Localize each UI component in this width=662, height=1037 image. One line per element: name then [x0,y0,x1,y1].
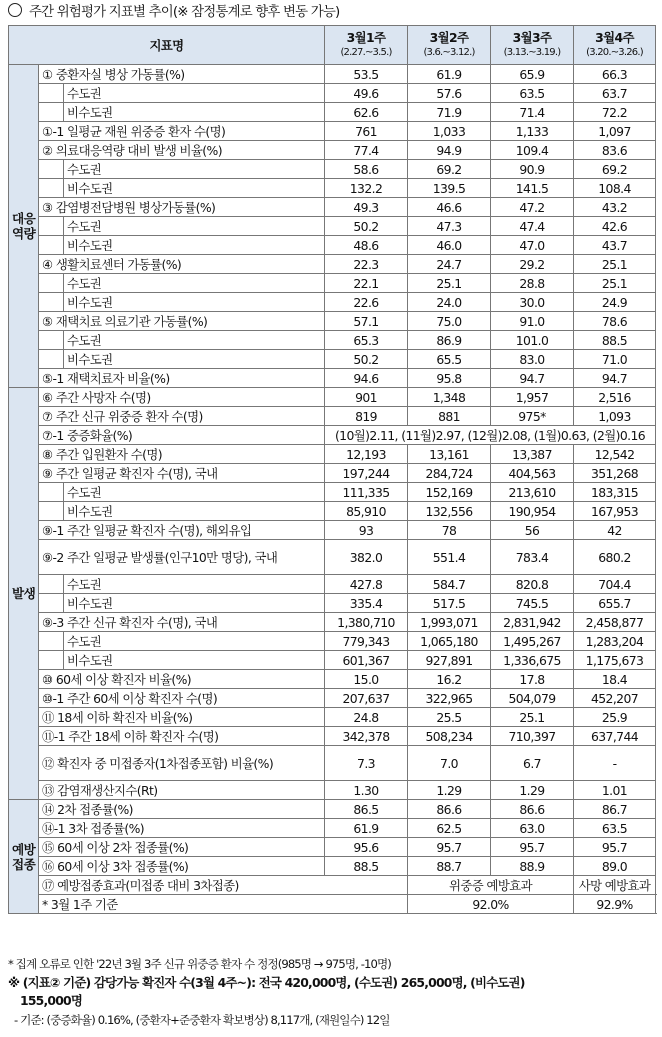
table-row [9,236,656,255]
table-title [8,2,339,24]
table-row [9,160,656,179]
value-cell: 24.9 [574,293,656,312]
value-cell: 25.1 [574,274,656,293]
row-indent [39,84,64,103]
value-cell: 47.4 [491,217,574,236]
value-cell: 47.0 [491,236,574,255]
value-cell: 139.5 [408,179,491,198]
value-cell: 63.5 [574,819,656,838]
row-label: ⑪-1 주간 18세 이하 확진자 수(명) [39,727,325,746]
effect-severe-label: 위중증 예방효과 [408,876,574,895]
value-cell: 1,348 [408,388,491,407]
row-indent [39,331,64,350]
value-cell: - [574,746,656,781]
table-row [9,746,656,781]
value-cell: 42 [574,521,656,540]
value-cell: 322,965 [408,689,491,708]
row-label: ⑨-2 주간 일평균 발생률(인구10만 명당), 국내 [39,540,325,575]
row-label: ⑤ 재택치료 의료기관 가동률(%) [39,312,325,331]
value-cell: 88.5 [325,857,408,876]
table-row [9,198,656,217]
row-label: 수도권 [64,331,325,350]
value-cell: 86.6 [491,800,574,819]
category-occurrence: 발생 [9,388,39,800]
value-cell: 65.3 [325,331,408,350]
table-row [9,293,656,312]
table-row [9,613,656,632]
value-cell: 13,387 [491,445,574,464]
value-cell: 57.6 [408,84,491,103]
value-cell: 12,542 [574,445,656,464]
value-cell: 1,133 [491,122,574,141]
table-row [9,65,656,84]
value-cell: 1,033 [408,122,491,141]
value-cell: 42.6 [574,217,656,236]
value-cell: 85,910 [325,502,408,521]
row-label: * 3월 1주 기준 [39,895,408,914]
value-cell: 141.5 [491,179,574,198]
value-cell: 783.4 [491,540,574,575]
value-cell: 452,207 [574,689,656,708]
value-cell: 655.7 [574,594,656,613]
value-cell: 49.3 [325,198,408,217]
table-row [9,179,656,198]
table-row [9,708,656,727]
table-row [9,781,656,800]
value-cell: 13,161 [408,445,491,464]
row-label: ⑥ 주간 사망자 수(명) [39,388,325,407]
value-cell: 63.5 [491,84,574,103]
value-cell: 22.1 [325,274,408,293]
effect-death-label: 사망 예방효과 [574,876,656,895]
value-cell: 779,343 [325,632,408,651]
row-label: ⑦-1 중증화율(%) [39,426,325,445]
row-label: ② 의료대응역량 대비 발생 비율(%) [39,141,325,160]
table-row [9,141,656,160]
row-label: 비수도권 [64,350,325,369]
table-row [9,857,656,876]
row-label: ⑪ 18세 이하 확진자 비율(%) [39,708,325,727]
row-label: 수도권 [64,483,325,502]
value-cell: 25.1 [574,255,656,274]
value-cell: 28.8 [491,274,574,293]
value-cell: 63.0 [491,819,574,838]
table-row [9,800,656,819]
value-cell: 190,954 [491,502,574,521]
value-cell: 16.2 [408,670,491,689]
row-label: 수도권 [64,575,325,594]
value-cell: 50.2 [325,350,408,369]
value-cell: 12,193 [325,445,408,464]
value-cell: 86.7 [574,800,656,819]
value-cell: 78 [408,521,491,540]
value-cell: 6.7 [491,746,574,781]
value-cell: 1,283,204 [574,632,656,651]
week-header: 3월3주 (3.13.~3.19.) [491,26,574,65]
value-cell: 517.5 [408,594,491,613]
value-cell: 1,495,267 [491,632,574,651]
row-indent [39,575,64,594]
value-cell: 65.5 [408,350,491,369]
value-cell: 101.0 [491,331,574,350]
row-indent [39,483,64,502]
row-indent [39,594,64,613]
table-row [9,331,656,350]
value-cell: 22.3 [325,255,408,274]
row-label: 수도권 [64,274,325,293]
row-indent [39,350,64,369]
value-cell: 89.0 [574,857,656,876]
value-cell: 975* [491,407,574,426]
value-cell: 95.7 [491,838,574,857]
row-label: 비수도권 [64,651,325,670]
value-cell: 351,268 [574,464,656,483]
value-cell: 1,097 [574,122,656,141]
value-cell: 48.6 [325,236,408,255]
value-cell: 95.6 [325,838,408,857]
value-cell: 680.2 [574,540,656,575]
value-cell: 404,563 [491,464,574,483]
row-indent [39,179,64,198]
row-label: ⑤-1 재택치료자 비율(%) [39,369,325,388]
value-cell: 2,831,942 [491,613,574,632]
row-indent [39,236,64,255]
table-row [9,312,656,331]
footnotes [8,955,658,1029]
footnote-correction: * 집계 오류로 인한 '22년 3월 3주 신규 위중증 환자 수 정정(985명 → 975명, -10명) [8,957,391,971]
value-cell: 207,637 [325,689,408,708]
value-cell: 86.5 [325,800,408,819]
value-cell: 601,367 [325,651,408,670]
value-cell: 30.0 [491,293,574,312]
value-cell: 2,516 [574,388,656,407]
row-label: ① 중환자실 병상 가동률(%) [39,65,325,84]
table-row [9,122,656,141]
value-cell: 927,891 [408,651,491,670]
value-cell: 83.0 [491,350,574,369]
value-cell: 335.4 [325,594,408,613]
value-cell: 704.4 [574,575,656,594]
value-cell: 78.6 [574,312,656,331]
table-row [9,876,656,895]
value-cell: 88.9 [491,857,574,876]
table-row [9,350,656,369]
row-label: ⑮ 60세 이상 2차 접종률(%) [39,838,325,857]
row-label: ⑭-1 3차 접종률(%) [39,819,325,838]
row-label: ⑭ 2차 접종률(%) [39,800,325,819]
value-cell: 508,234 [408,727,491,746]
table-row [9,464,656,483]
table-row [9,388,656,407]
value-cell: 2,458,877 [574,613,656,632]
value-cell: 183,315 [574,483,656,502]
table-row [9,819,656,838]
row-label: 비수도권 [64,179,325,198]
row-label: 수도권 [64,160,325,179]
value-cell: 61.9 [408,65,491,84]
value-cell: 109.4 [491,141,574,160]
value-cell: 342,378 [325,727,408,746]
title-text: 주간 위험평가 지표별 추이(※ 잠정통계로 향후 변동 가능) [29,5,340,20]
value-cell: 56 [491,521,574,540]
indicator-table [8,25,656,914]
row-label: ⑦ 주간 신규 위중증 환자 수(명) [39,407,325,426]
value-cell: 88.5 [574,331,656,350]
table-row [9,727,656,746]
value-cell: 66.3 [574,65,656,84]
row-indent [39,632,64,651]
value-cell: 427.8 [325,575,408,594]
row-label: ⑯ 60세 이상 3차 접종률(%) [39,857,325,876]
value-cell: 86.6 [408,800,491,819]
table-row [9,895,656,914]
value-cell: 50.2 [325,217,408,236]
row-indent [39,160,64,179]
value-cell: 25.1 [408,274,491,293]
value-cell: 94.7 [574,369,656,388]
table-row [9,670,656,689]
value-cell: 284,724 [408,464,491,483]
table-row [9,540,656,575]
row-label: ④ 생활치료센터 가동률(%) [39,255,325,274]
value-cell: 47.3 [408,217,491,236]
value-cell: 1,065,180 [408,632,491,651]
row-label: 비수도권 [64,236,325,255]
category-prevention: 예방 접종 [9,800,39,914]
value-cell: 504,079 [491,689,574,708]
row-label: ⑨-3 주간 신규 확진자 수(명), 국내 [39,613,325,632]
table-row [9,407,656,426]
table-row [9,426,656,445]
value-cell: 132,556 [408,502,491,521]
value-cell: 1,993,071 [408,613,491,632]
value-cell: 382.0 [325,540,408,575]
value-cell: 745.5 [491,594,574,613]
row-label: 비수도권 [64,502,325,521]
value-cell: 94.6 [325,369,408,388]
row-label: 비수도권 [64,594,325,613]
value-cell: 58.6 [325,160,408,179]
week-header: 3월1주 (2.27.~3.5.) [325,26,408,65]
value-cell: 71.9 [408,103,491,122]
indicator-header: 지표명 [9,26,325,65]
row-indent [39,293,64,312]
value-cell: 637,744 [574,727,656,746]
table-row [9,84,656,103]
value-cell: 69.2 [574,160,656,179]
row-label: ⑫ 확진자 중 미접종자(1차접종포함) 비율(%) [39,746,325,781]
table-row [9,689,656,708]
value-cell: 1.29 [408,781,491,800]
value-cell: 91.0 [491,312,574,331]
value-cell: 94.7 [491,369,574,388]
value-cell: 551.4 [408,540,491,575]
value-cell: 53.5 [325,65,408,84]
value-cell: 1,380,710 [325,613,408,632]
value-cell: 95.8 [408,369,491,388]
table-row [9,445,656,464]
value-cell: 710,397 [491,727,574,746]
value-cell: 43.2 [574,198,656,217]
row-label: ⑨-1 주간 일평균 확진자 수(명), 해외유입 [39,521,325,540]
value-cell: 584.7 [408,575,491,594]
value-cell: 49.6 [325,84,408,103]
header-row [9,26,656,65]
value-cell: 46.6 [408,198,491,217]
row-label: ⑨ 주간 일평균 확진자 수(명), 국내 [39,464,325,483]
footnote-capacity-cont: 155,000명 [20,993,83,1009]
value-cell: 94.9 [408,141,491,160]
row-label: 비수도권 [64,293,325,312]
row-label: ⑰ 예방접종효과(미접종 대비 3차접종) [39,876,408,895]
value-cell: 167,953 [574,502,656,521]
value-cell: 1,175,673 [574,651,656,670]
value-cell: 24.8 [325,708,408,727]
row-indent [39,103,64,122]
value-cell: 901 [325,388,408,407]
value-cell: 7.3 [325,746,408,781]
table-row [9,594,656,613]
value-cell: 57.1 [325,312,408,331]
value-cell: 132.2 [325,179,408,198]
table-row [9,274,656,293]
value-cell: 63.7 [574,84,656,103]
value-cell: 22.6 [325,293,408,312]
value-cell: 71.0 [574,350,656,369]
value-cell: 1,093 [574,407,656,426]
week-header: 3월2주 (3.6.~3.12.) [408,26,491,65]
row-label: ⑧ 주간 입원환자 수(명) [39,445,325,464]
value-cell: 29.2 [491,255,574,274]
effect-severe-value: 92.0% [408,895,574,914]
value-cell: 25.9 [574,708,656,727]
value-cell: 881 [408,407,491,426]
footnote-capacity: ※ (지표② 기준) 감당가능 확진자 수(3월 4주~): 전국 420,000명, (수도권) 265,000명, (비수도권) [8,974,525,990]
footnote-criteria: - 기준: (중증화율) 0.16%, (중환자+준중환자 확보병상) 8,117개, (재원일수) 12일 [14,1012,390,1027]
value-cell: 43.7 [574,236,656,255]
value-cell: 69.2 [408,160,491,179]
value-cell: 18.4 [574,670,656,689]
category-response: 대응 역량 [9,65,39,388]
value-cell: 1.29 [491,781,574,800]
value-cell: 24.0 [408,293,491,312]
value-cell: 72.2 [574,103,656,122]
value-cell: 108.4 [574,179,656,198]
merged-value-cell: (10월)2.11, (11월)2.97, (12월)2.08, (1월)0.63, (2월)0.16 [325,426,656,445]
value-cell: 25.1 [491,708,574,727]
value-cell: 75.0 [408,312,491,331]
value-cell: 1.01 [574,781,656,800]
value-cell: 90.9 [491,160,574,179]
row-label: 수도권 [64,217,325,236]
value-cell: 17.8 [491,670,574,689]
value-cell: 761 [325,122,408,141]
table-row [9,651,656,670]
value-cell: 71.4 [491,103,574,122]
value-cell: 1,957 [491,388,574,407]
value-cell: 62.6 [325,103,408,122]
row-label: 수도권 [64,84,325,103]
value-cell: 213,610 [491,483,574,502]
value-cell: 819 [325,407,408,426]
value-cell: 25.5 [408,708,491,727]
value-cell: 7.0 [408,746,491,781]
value-cell: 46.0 [408,236,491,255]
value-cell: 83.6 [574,141,656,160]
table-row [9,632,656,651]
row-indent [39,502,64,521]
row-label: ⑬ 감염재생산지수(Rt) [39,781,325,800]
table-row [9,103,656,122]
table-row [9,521,656,540]
value-cell: 88.7 [408,857,491,876]
table-row [9,502,656,521]
table-row [9,483,656,502]
row-label: 비수도권 [64,103,325,122]
value-cell: 197,244 [325,464,408,483]
row-indent [39,651,64,670]
row-indent [39,217,64,236]
row-label: ①-1 일평균 재원 위중증 환자 수(명) [39,122,325,141]
value-cell: 65.9 [491,65,574,84]
circle-bullet-icon [8,3,22,17]
value-cell: 61.9 [325,819,408,838]
effect-death-value: 92.9% [574,895,656,914]
table-row [9,575,656,594]
value-cell: 24.7 [408,255,491,274]
value-cell: 93 [325,521,408,540]
table-row [9,217,656,236]
row-label: 수도권 [64,632,325,651]
table-row [9,255,656,274]
value-cell: 62.5 [408,819,491,838]
value-cell: 86.9 [408,331,491,350]
row-label: ⑩ 60세 이상 확진자 비율(%) [39,670,325,689]
value-cell: 1,336,675 [491,651,574,670]
value-cell: 15.0 [325,670,408,689]
row-label: ⑩-1 주간 60세 이상 확진자 수(명) [39,689,325,708]
table-row [9,369,656,388]
value-cell: 95.7 [408,838,491,857]
value-cell: 47.2 [491,198,574,217]
value-cell: 1.30 [325,781,408,800]
value-cell: 95.7 [574,838,656,857]
value-cell: 152,169 [408,483,491,502]
value-cell: 111,335 [325,483,408,502]
row-label: ③ 감염병전담병원 병상가동률(%) [39,198,325,217]
table-row [9,838,656,857]
row-indent [39,274,64,293]
value-cell: 77.4 [325,141,408,160]
value-cell: 820.8 [491,575,574,594]
week-header: 3월4주 (3.20.~3.26.) [574,26,656,65]
